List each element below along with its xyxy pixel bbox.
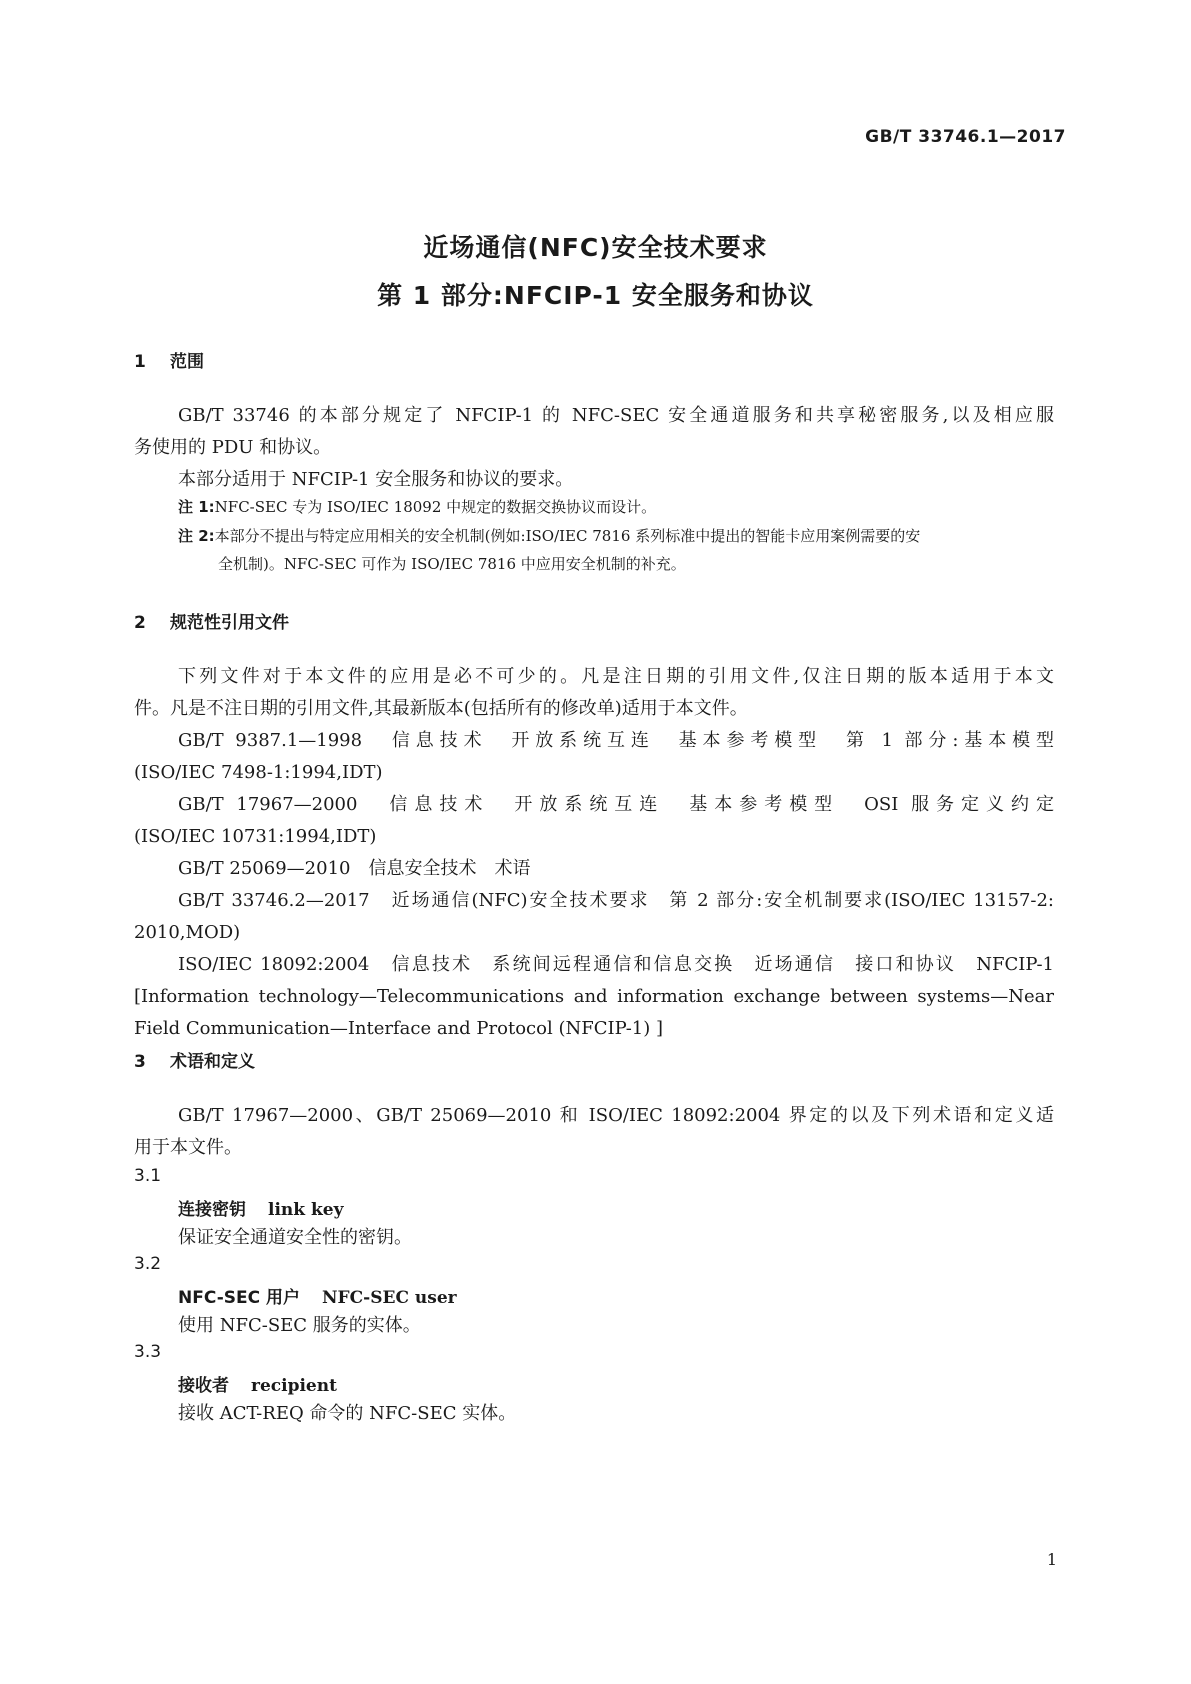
reference-item: (ISO/IEC 10731:1994,IDT) (134, 826, 377, 847)
section-title: 规范性引用文件 (170, 613, 289, 633)
reference-item: GB/T 9387.1—1998 信息技术 开放系统互连 基本参考模型 第 1 部分:基本模型 (178, 730, 1054, 751)
note-2 (178, 522, 1054, 578)
term-entry (178, 1195, 343, 1220)
reference-item: [Information technology—Telecommunications and information exchange between systems—Near (134, 986, 1054, 1007)
term-en: recipient (251, 1376, 337, 1396)
term-entry (178, 1371, 337, 1396)
term-zh: 连接密钥 (178, 1200, 246, 1220)
reference-item: Field Communication—Interface and Protocol (NFCIP-1) ] (134, 1018, 664, 1039)
text-line: 用于本文件。 (134, 1137, 242, 1158)
scope-paragraph (134, 400, 1054, 496)
document-title-line2: 第 1 部分:NFCIP-1 安全服务和协议 (377, 281, 814, 310)
term-en: NFC-SEC user (322, 1288, 457, 1308)
term-entry (178, 1283, 457, 1308)
note-1 (178, 493, 1054, 521)
section-title: 术语和定义 (170, 1052, 255, 1072)
term-zh: 接收者 (178, 1376, 229, 1396)
reference-item: GB/T 17967—2000 信息技术 开放系统互连 基本参考模型 OSI 服务定义约定 (178, 794, 1054, 815)
note-text: NFC-SEC 专为 ISO/IEC 18092 中规定的数据交换协议而设计。 (214, 498, 657, 516)
terms-intro (134, 1100, 1054, 1164)
section-number: 3 (134, 1052, 146, 1072)
section-heading-scope (134, 347, 204, 372)
text-line: 下列文件对于本文件的应用是必不可少的。凡是注日期的引用文件,仅注日期的版本适用于本文 (178, 666, 1054, 687)
text-line: 本部分适用于 NFCIP-1 安全服务和协议的要求。 (178, 469, 574, 490)
term-number: 3.2 (134, 1254, 162, 1274)
note-label: 注 1: (178, 498, 215, 516)
term-definition: 保证安全通道安全性的密钥。 (178, 1227, 412, 1248)
term-number: 3.1 (134, 1166, 162, 1186)
text-line: GB/T 33746 的本部分规定了 NFCIP-1 的 NFC-SEC 安全通道服务和共享秘密服务,以及相应服 (178, 405, 1054, 426)
reference-item: GB/T 33746.2—2017 近场通信(NFC)安全技术要求 第 2 部分:安全机制要求(ISO/IEC 13157-2: (178, 890, 1054, 911)
reference-item: GB/T 25069—2010 信息安全技术 术语 (178, 858, 531, 879)
reference-item: (ISO/IEC 7498-1:1994,IDT) (134, 762, 383, 783)
term-number: 3.3 (134, 1342, 162, 1362)
reference-item: ISO/IEC 18092:2004 信息技术 系统间远程通信和信息交换 近场通信 接口和协议 NFCIP-1 (178, 954, 1054, 975)
note-text: 全机制)。NFC-SEC 可作为 ISO/IEC 7816 中应用安全机制的补充。 (218, 555, 686, 573)
text-line: 件。凡是不注日期的引用文件,其最新版本(包括所有的修改单)适用于本文件。 (134, 698, 748, 719)
page-number: 1 (1046, 1550, 1057, 1569)
section-heading-normative-references (134, 608, 289, 633)
term-definition: 接收 ACT-REQ 命令的 NFC-SEC 实体。 (178, 1403, 517, 1424)
section-title: 范围 (170, 352, 204, 372)
note-label: 注 2: (178, 527, 215, 545)
section-number: 1 (134, 352, 146, 372)
document-title-line1: 近场通信(NFC)安全技术要求 (423, 233, 768, 262)
term-definition: 使用 NFC-SEC 服务的实体。 (178, 1315, 421, 1336)
section-number: 2 (134, 613, 146, 633)
reference-item: 2010,MOD) (134, 922, 241, 943)
text-line: GB/T 17967—2000、GB/T 25069—2010 和 ISO/IEC 18092:2004 界定的以及下列术语和定义适 (178, 1105, 1054, 1126)
term-en: link key (268, 1200, 344, 1220)
standard-number: GB/T 33746.1—2017 (865, 127, 1066, 147)
note-text: 本部分不提出与特定应用相关的安全机制(例如:ISO/IEC 7816 系列标准中提出的智能卡应用案例需要的安 (214, 527, 921, 545)
text-line: 务使用的 PDU 和协议。 (134, 437, 332, 458)
term-zh: NFC-SEC 用户 (178, 1288, 301, 1308)
references-paragraph (134, 661, 1054, 1045)
section-heading-terms (134, 1047, 255, 1072)
